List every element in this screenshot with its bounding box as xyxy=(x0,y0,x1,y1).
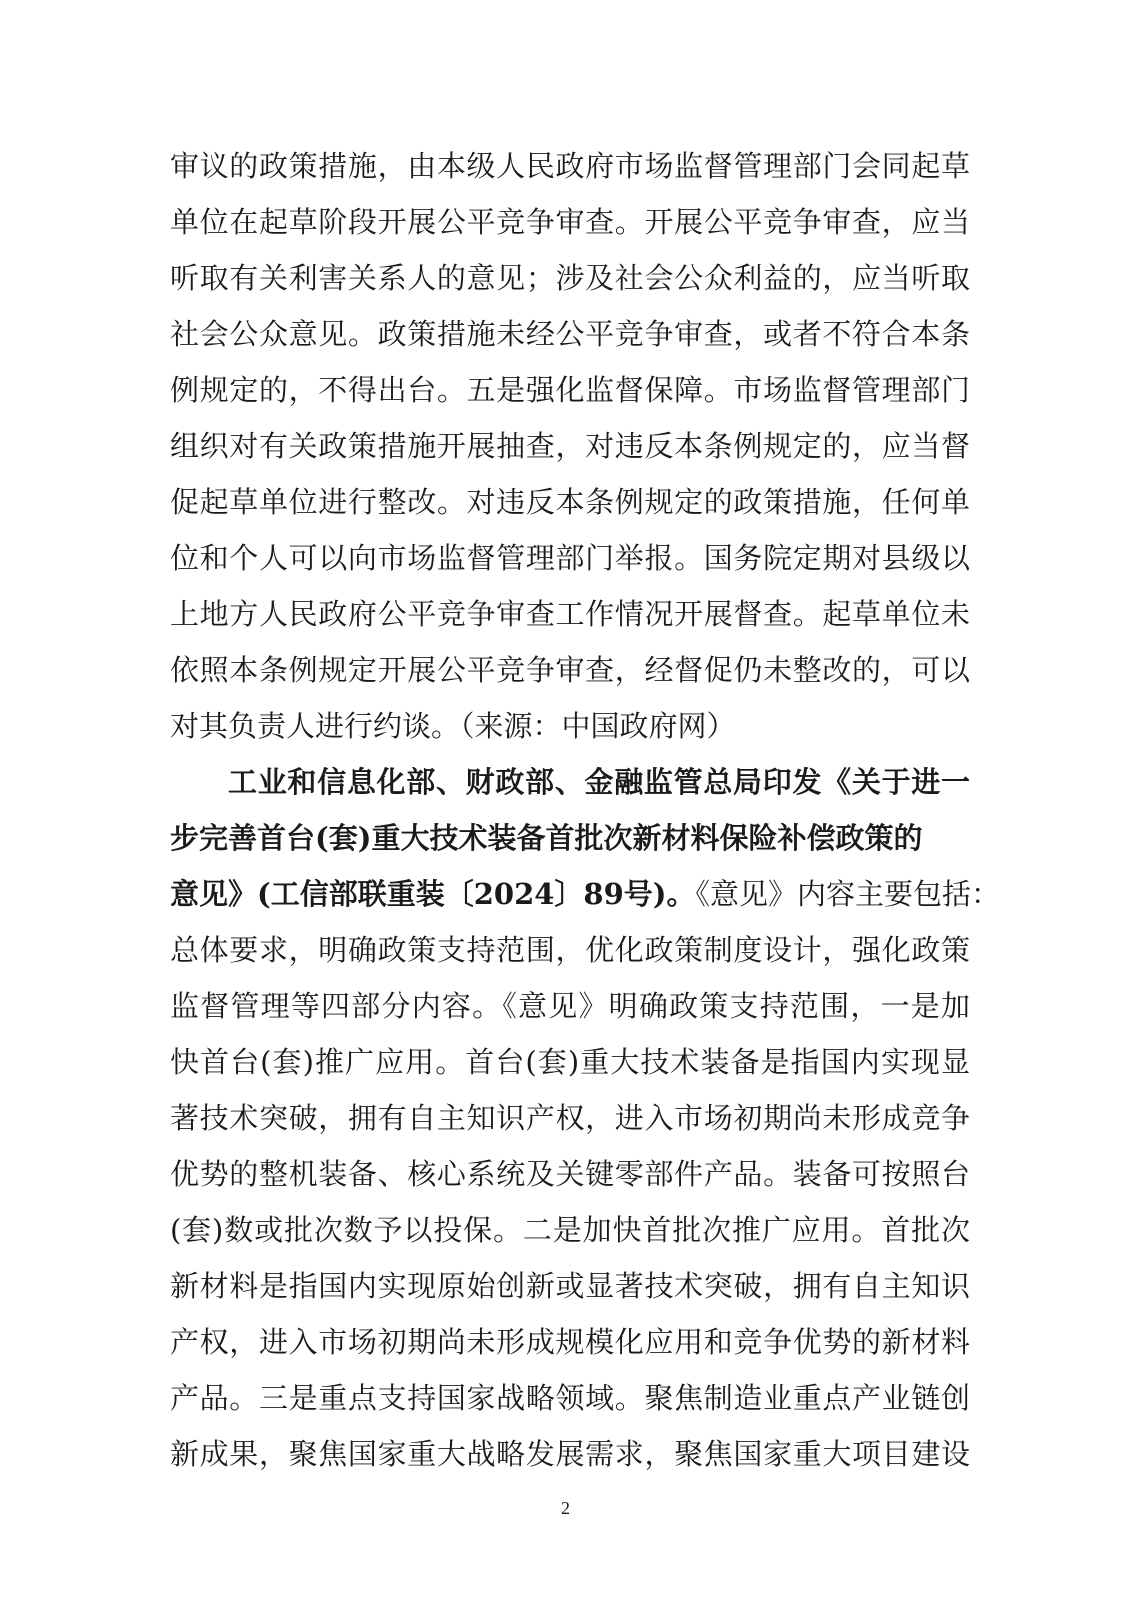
heading-line: 工业和信息化部、财政部、金融监管总局印发《关于进一 xyxy=(228,765,970,799)
heading-line: 步完善首台(套)重大技术装备首批次新材料保险补偿政策的 xyxy=(170,821,923,855)
paragraph-line: 著技术突破，拥有自主知识产权，进入市场初期尚未形成竞争 xyxy=(170,1101,970,1135)
heading-tail-line xyxy=(170,866,1001,922)
page-number: 2 xyxy=(561,1498,570,1518)
paragraph-line: 例规定的，不得出台。五是强化监督保障。市场监督管理部门 xyxy=(170,373,970,407)
paragraph-line: 审议的政策措施，由本级人民政府市场监督管理部门会同起草 xyxy=(170,149,970,183)
paragraph-line: 听取有关利害关系人的意见；涉及社会公众利益的，应当听取 xyxy=(170,261,970,295)
paragraph-line: 单位在起草阶段开展公平竞争审查。开展公平竞争审查，应当 xyxy=(170,205,970,239)
paragraph-line: 监督管理等四部分内容。《意见》明确政策支持范围，一是加 xyxy=(170,989,970,1023)
paragraph-line: 对其负责人进行约谈。（来源：中国政府网） xyxy=(170,709,736,743)
paragraph-line: 组织对有关政策措施开展抽查，对违反本条例规定的，应当督 xyxy=(170,429,970,463)
paragraph-line: 快首台(套)推广应用。首台(套)重大技术装备是指国内实现显 xyxy=(170,1045,970,1079)
paragraph-line: 总体要求，明确政策支持范围，优化政策制度设计，强化政策 xyxy=(170,933,970,967)
paragraph-line: 社会公众意见。政策措施未经公平竞争审查，或者不符合本条 xyxy=(170,317,970,351)
paragraph-line: 依照本条例规定开展公平竞争审查，经督促仍未整改的，可以 xyxy=(170,653,970,687)
paragraph-line: 优势的整机装备、核心系统及关键零部件产品。装备可按照台 xyxy=(170,1157,970,1191)
heading-tail-normal: 《意见》内容主要包括： xyxy=(695,877,1001,911)
paragraph-line: 促起草单位进行整改。对违反本条例规定的政策措施，任何单 xyxy=(170,485,970,519)
heading-tail-bold: 意见》(工信部联重装〔2024〕89号)。 xyxy=(170,877,696,911)
paragraph-line: 新成果，聚焦国家重大战略发展需求，聚焦国家重大项目建设 xyxy=(170,1437,970,1471)
paragraph-line: 产权，进入市场初期尚未形成规模化应用和竞争优势的新材料 xyxy=(170,1325,970,1359)
paragraph-line: 新材料是指国内实现原始创新或显著技术突破，拥有自主知识 xyxy=(170,1269,970,1303)
paragraph-line: (套)数或批次数予以投保。二是加快首批次推广应用。首批次 xyxy=(170,1213,970,1247)
paragraph-line: 产品。三是重点支持国家战略领域。聚焦制造业重点产业链创 xyxy=(170,1381,970,1415)
document-body xyxy=(170,138,1001,1482)
paragraph-line: 上地方人民政府公平竞争审查工作情况开展督查。起草单位未 xyxy=(170,597,970,631)
paragraph-line: 位和个人可以向市场监督管理部门举报。国务院定期对县级以 xyxy=(170,541,970,575)
